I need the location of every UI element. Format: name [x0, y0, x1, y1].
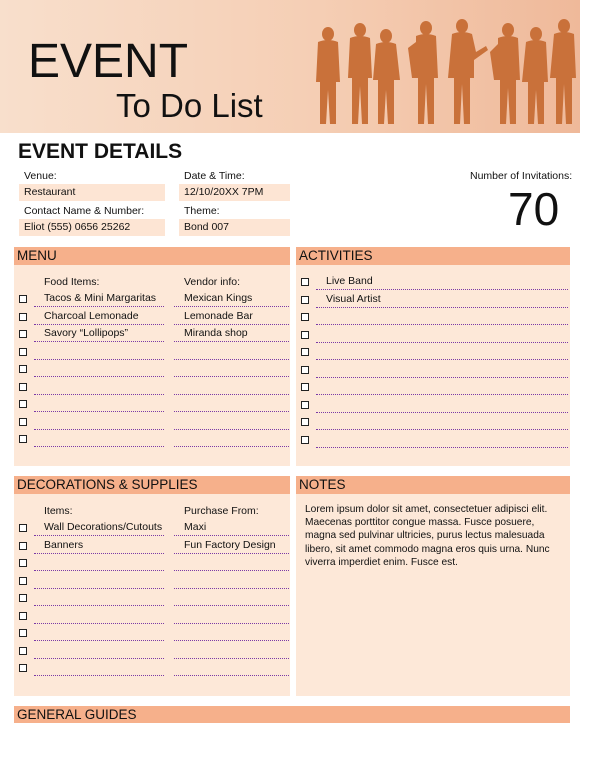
- checkbox-icon[interactable]: [301, 296, 309, 304]
- decorations-vendor-field[interactable]: [174, 572, 289, 589]
- menu-vendor-field[interactable]: [174, 378, 289, 395]
- decorations-vendor-field[interactable]: [174, 642, 289, 659]
- activity-field[interactable]: [316, 326, 568, 343]
- menu-vendor-field[interactable]: [174, 430, 289, 447]
- menu-item-field[interactable]: [34, 343, 164, 360]
- checkbox-icon[interactable]: [19, 629, 27, 637]
- menu-food-header: Food Items:: [44, 276, 100, 288]
- invitations-count: 70: [508, 183, 560, 235]
- notes-text[interactable]: Lorem ipsum dolor sit amet, consectetuer adipisci elit. Maecenas porttitor congue massa. Fusce posuere, magna sed pulvinar ultricies, purus lectus malesuada libero, sit amet commodo magna eros quis urna. Nunc viverra imperdiet enim. Fusce est.: [305, 504, 550, 568]
- venue-label: Venue:: [24, 170, 57, 182]
- menu-vendor-field[interactable]: [174, 395, 289, 412]
- activity-field[interactable]: [316, 396, 568, 413]
- checkbox-icon[interactable]: [19, 594, 27, 602]
- title-line-1: EVENT: [28, 35, 189, 88]
- checkbox-icon[interactable]: [301, 383, 309, 391]
- menu-item-field[interactable]: Charcoal Lemonade: [34, 308, 164, 325]
- menu-panel: [14, 247, 290, 466]
- checkbox-icon[interactable]: [19, 542, 27, 550]
- decorations-item-field[interactable]: [34, 589, 164, 606]
- menu-vendor-field[interactable]: [174, 360, 289, 377]
- checkbox-icon[interactable]: [19, 330, 27, 338]
- checkbox-icon[interactable]: [19, 647, 27, 655]
- activity-field[interactable]: [316, 361, 568, 378]
- decorations-purchase-header: Purchase From:: [184, 505, 259, 517]
- decorations-item-field[interactable]: [34, 624, 164, 641]
- checkbox-icon[interactable]: [19, 664, 27, 672]
- invitations-label: Number of Invitations:: [470, 170, 573, 182]
- decorations-vendor-field[interactable]: [174, 607, 289, 624]
- checkbox-icon[interactable]: [19, 435, 27, 443]
- activity-field[interactable]: [316, 431, 568, 448]
- checkbox-icon[interactable]: [19, 577, 27, 585]
- menu-vendor-field[interactable]: Lemonade Bar: [174, 308, 289, 325]
- contact-field[interactable]: Eliot (555) 0656 25262: [19, 219, 165, 236]
- checkbox-icon[interactable]: [301, 366, 309, 374]
- checkbox-icon[interactable]: [301, 331, 309, 339]
- decorations-title: DECORATIONS & SUPPLIES: [14, 476, 290, 494]
- theme-label: Theme:: [184, 205, 220, 217]
- title-line-2: To Do List: [116, 87, 263, 124]
- menu-item-field[interactable]: Savory “Lollipops”: [34, 325, 164, 342]
- decorations-vendor-field[interactable]: Maxi: [174, 519, 289, 536]
- checkbox-icon[interactable]: [301, 401, 309, 409]
- checkbox-icon[interactable]: [301, 313, 309, 321]
- menu-vendor-field[interactable]: Mexican Kings: [174, 290, 289, 307]
- venue-field[interactable]: Restaurant: [19, 184, 165, 201]
- decorations-item-field[interactable]: Banners: [34, 537, 164, 554]
- activity-field[interactable]: [316, 378, 568, 395]
- checkbox-icon[interactable]: [19, 383, 27, 391]
- decorations-items-header: Items:: [44, 505, 73, 517]
- menu-vendor-header: Vendor info:: [184, 276, 241, 288]
- decorations-vendor-field[interactable]: [174, 659, 289, 676]
- decorations-item-field[interactable]: Wall Decorations/Cutouts: [34, 519, 164, 536]
- decorations-item-field[interactable]: [34, 554, 164, 571]
- checkbox-icon[interactable]: [19, 365, 27, 373]
- activity-field[interactable]: Live Band: [316, 273, 568, 290]
- menu-vendor-field[interactable]: [174, 343, 289, 360]
- decorations-vendor-field[interactable]: [174, 554, 289, 571]
- menu-title: MENU: [14, 247, 290, 265]
- theme-field[interactable]: Bond 007: [179, 219, 290, 236]
- checkbox-icon[interactable]: [301, 436, 309, 444]
- checkbox-icon[interactable]: [301, 278, 309, 286]
- notes-panel: [296, 476, 570, 696]
- menu-item-field[interactable]: [34, 360, 164, 377]
- decorations-vendor-field[interactable]: [174, 589, 289, 606]
- checkbox-icon[interactable]: [19, 313, 27, 321]
- menu-item-field[interactable]: [34, 395, 164, 412]
- menu-item-field[interactable]: [34, 378, 164, 395]
- checkbox-icon[interactable]: [301, 348, 309, 356]
- decorations-panel: [14, 476, 290, 696]
- checkbox-icon[interactable]: [19, 559, 27, 567]
- activities-title: ACTIVITIES: [296, 247, 570, 265]
- event-details-title: EVENT DETAILS: [18, 140, 183, 163]
- general-guides-title: GENERAL GUIDES: [14, 706, 570, 723]
- menu-item-field[interactable]: [34, 413, 164, 430]
- contact-label: Contact Name & Number:: [24, 205, 145, 217]
- activity-field[interactable]: [316, 308, 568, 325]
- checkbox-icon[interactable]: [19, 524, 27, 532]
- decorations-item-field[interactable]: [34, 659, 164, 676]
- menu-item-field[interactable]: Tacos & Mini Margaritas: [34, 290, 164, 307]
- datetime-field[interactable]: 12/10/20XX 7PM: [179, 184, 290, 201]
- menu-vendor-field[interactable]: [174, 413, 289, 430]
- checkbox-icon[interactable]: [19, 612, 27, 620]
- decorations-vendor-field[interactable]: [174, 624, 289, 641]
- activities-panel: [296, 247, 570, 466]
- decorations-vendor-field[interactable]: Fun Factory Design: [174, 537, 289, 554]
- notes-title: NOTES: [296, 476, 570, 494]
- activity-field[interactable]: [316, 413, 568, 430]
- checkbox-icon[interactable]: [301, 418, 309, 426]
- decorations-item-field[interactable]: [34, 642, 164, 659]
- checkbox-icon[interactable]: [19, 295, 27, 303]
- people-silhouettes-icon: [310, 12, 580, 127]
- checkbox-icon[interactable]: [19, 348, 27, 356]
- activity-field[interactable]: [316, 343, 568, 360]
- header-banner: [0, 0, 580, 133]
- decorations-item-field[interactable]: [34, 607, 164, 624]
- menu-item-field[interactable]: [34, 430, 164, 447]
- decorations-item-field[interactable]: [34, 572, 164, 589]
- datetime-label: Date & Time:: [184, 170, 245, 182]
- checkbox-icon[interactable]: [19, 418, 27, 426]
- activity-field[interactable]: Visual Artist: [316, 291, 568, 308]
- menu-vendor-field[interactable]: Miranda shop: [174, 325, 289, 342]
- checkbox-icon[interactable]: [19, 400, 27, 408]
